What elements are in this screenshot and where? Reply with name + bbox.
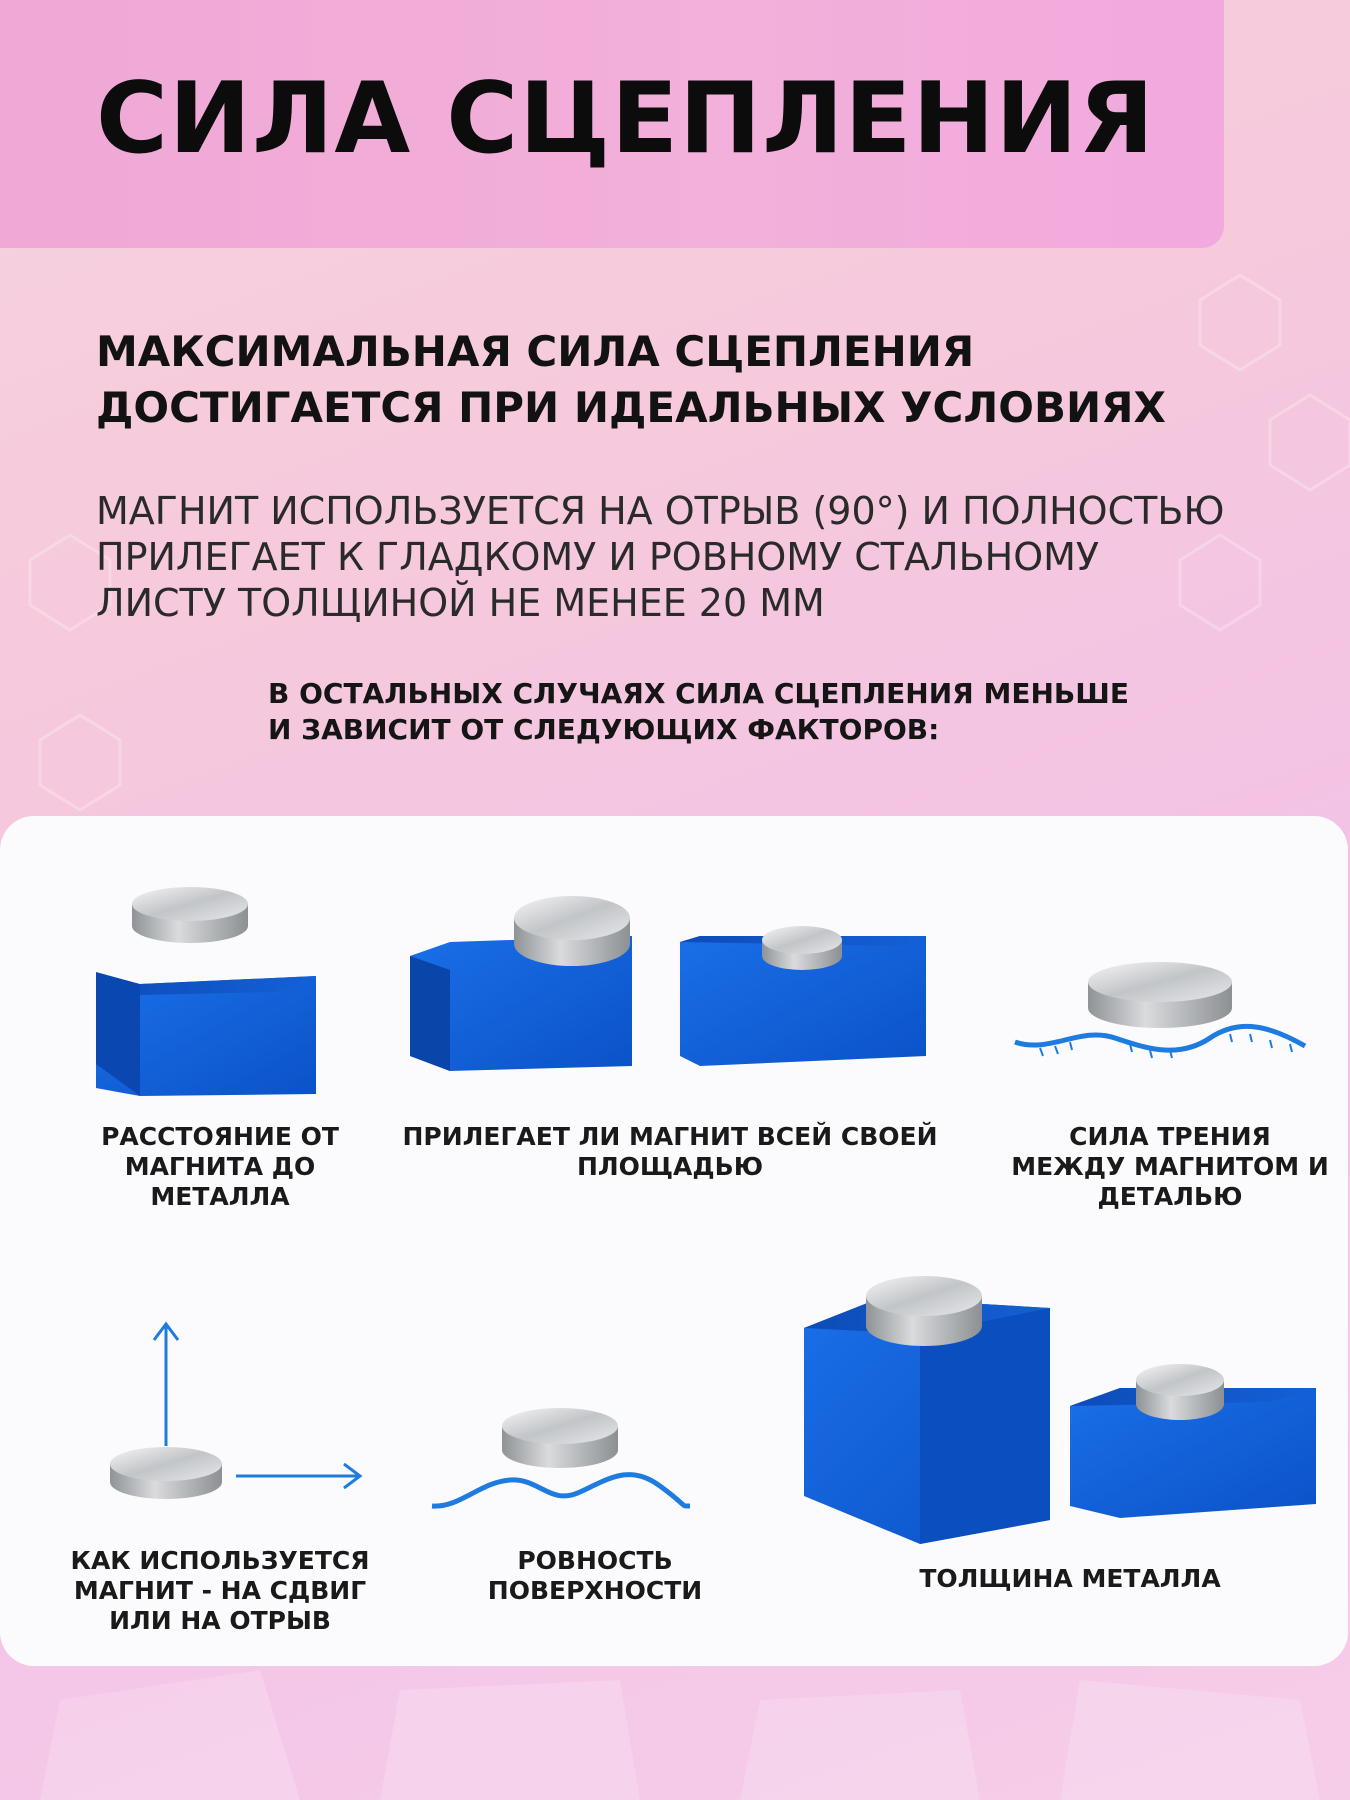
factor-label: [1000, 1122, 1340, 1212]
factor-label-line: ДЕТАЛЬЮ: [1097, 1182, 1243, 1211]
factor-label: [400, 1122, 940, 1182]
arrow-up-icon: [154, 1324, 178, 1446]
factor-label-line: МАГНИТ - НА СДВИГ: [73, 1576, 367, 1605]
surface-flatness-illustration: [420, 1396, 700, 1516]
factor-label: [430, 1546, 760, 1606]
metal-block-icon: [96, 972, 316, 1096]
factor-label-line: МЕЖДУ МАГНИТОМ И: [1011, 1152, 1329, 1181]
factor-label-line: МАГНИТА ДО: [124, 1152, 316, 1181]
shear-or-pull-illustration: [100, 1306, 380, 1506]
subtitle-line: МАКСИМАЛЬНАЯ СИЛА СЦЕПЛЕНИЯ: [96, 327, 975, 376]
intro-line: И ЗАВИСИТ ОТ СЛЕДУЮЩИХ ФАКТОРОВ:: [268, 713, 940, 746]
factor-label: [880, 1564, 1260, 1594]
conditions-line: МАГНИТ ИСПОЛЬЗУЕТСЯ НА ОТРЫВ (90°) И ПОЛНОСТЬЮ: [96, 489, 1225, 533]
subtitle: [96, 324, 1276, 436]
friction-illustration: [1010, 946, 1310, 1086]
factor-label: [50, 1122, 390, 1212]
magnet-icon: [502, 1408, 618, 1468]
metal-thickness-illustration: [800, 1256, 1320, 1546]
contact-area-illustration: [400, 876, 940, 1106]
conditions-line: ПРИЛЕГАЕТ К ГЛАДКОМУ И РОВНОМУ СТАЛЬНОМУ: [96, 535, 1100, 579]
arrow-right-icon: [236, 1464, 360, 1488]
factor-label-line: ИЛИ НА ОТРЫВ: [109, 1606, 331, 1635]
distance-illustration: [80, 866, 340, 1096]
conditions-line: ЛИСТУ ТОЛЩИНОЙ НЕ МЕНЕЕ 20 ММ: [96, 581, 825, 625]
factors-card: [0, 816, 1348, 1666]
factor-label-line: КАК ИСПОЛЬЗУЕТСЯ: [70, 1546, 370, 1575]
subtitle-line: ДОСТИГАЕТСЯ ПРИ ИДЕАЛЬНЫХ УСЛОВИЯХ: [96, 383, 1166, 432]
magnet-icon: [866, 1276, 982, 1346]
factors-intro: [268, 676, 1228, 748]
factor-label-line: ПОВЕРХНОСТИ: [487, 1576, 703, 1605]
factor-label: [50, 1546, 390, 1636]
magnet-icon: [110, 1447, 222, 1499]
factor-label-line: МЕТАЛЛА: [150, 1182, 290, 1211]
intro-line: В ОСТАЛЬНЫХ СЛУЧАЯХ СИЛА СЦЕПЛЕНИЯ МЕНЬШЕ: [268, 677, 1129, 710]
magnet-icon: [132, 887, 248, 943]
ideal-conditions-text: [96, 488, 1316, 626]
magnet-icon: [514, 896, 630, 966]
factor-label-line: РАССТОЯНИЕ ОТ: [101, 1122, 339, 1151]
factor-label-line: ТОЛЩИНА МЕТАЛЛА: [919, 1564, 1221, 1593]
rough-surface-icon: [1015, 1026, 1305, 1050]
magnet-icon: [762, 926, 842, 970]
factor-label-line: ПРИЛЕГАЕТ ЛИ МАГНИТ ВСЕЙ СВОЕЙ: [402, 1122, 938, 1151]
page-title: СИЛА СЦЕПЛЕНИЯ: [96, 62, 1155, 176]
magnet-icon: [1136, 1364, 1224, 1420]
wavy-surface-icon: [432, 1475, 690, 1507]
factor-label-line: СИЛА ТРЕНИЯ: [1069, 1122, 1271, 1151]
magnet-icon: [1088, 962, 1232, 1028]
factor-label-line: РОВНОСТЬ: [517, 1546, 673, 1575]
factor-label-line: ПЛОЩАДЬЮ: [576, 1152, 764, 1181]
